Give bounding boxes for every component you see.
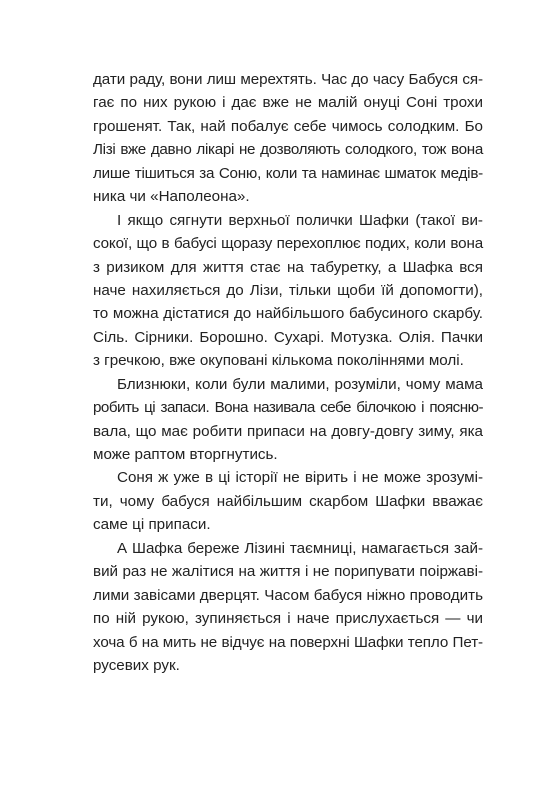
text-line: по ній рукою, зупиняється і наче прислухається — чи [93, 610, 483, 628]
text-line: гає по них рукою і дає вже не малій онуці Соні трохи [93, 94, 483, 112]
paragraph [93, 537, 483, 678]
text-line: то можна дістатися до найбільшого бабусиного скарбу. [93, 305, 483, 323]
text-line: лише тішиться за Соню, коли та наминає шматок медів- [93, 164, 483, 182]
text-line: Близнюки, коли були малими, розуміли, чому мама [117, 375, 483, 393]
body-text [93, 68, 483, 677]
text-line: вий раз не жалітися на життя і не порипувати поіржаві- [93, 563, 483, 581]
text-line: з ризиком для життя стає на табуретку, а Шафка вся [93, 258, 483, 276]
text-line: хоча б на мить не відчує на поверхні Шафки тепло Пет- [93, 633, 483, 651]
text-line: може раптом вторгнутись. [93, 446, 278, 463]
paragraph [93, 209, 483, 373]
text-line: русевих рук. [93, 656, 180, 674]
paragraph [93, 68, 483, 209]
text-line: наче нахиляється до Лізи, тільки щоби їй допомогти), [93, 281, 483, 299]
text-line: грошенят. Так, най побалує себе чимось солодким. Бо [93, 117, 483, 135]
text-line: Соня ж уже в ці історії не вірить і не може зрозумі- [117, 469, 483, 487]
text-line: ти, чому бабуся найбільшим скарбом Шафки вважає [93, 492, 483, 510]
text-line: дати раду, вони лиш мерехтять. Час до часу Бабуся ся- [93, 71, 483, 88]
paragraph [93, 373, 483, 467]
paragraph [93, 466, 483, 536]
text-line: сокої, що в бабусі щоразу перехоплює подих, коли вона [93, 235, 483, 253]
text-line: вала, що має робити припаси на довгу-довгу зиму, яка [93, 422, 483, 440]
text-line: лими завісами дверцят. Часом бабуся ніжно проводить [93, 586, 483, 604]
text-line: робить ці запаси. Вона називала себе білочкою і поясню- [93, 399, 483, 417]
text-line: А Шафка береже Лізині таємниці, намагається зай- [117, 539, 483, 557]
text-line: саме ці припаси. [93, 516, 211, 534]
text-line: Лізі вже давно лікарі не дозволяють солодкого, тож вона [93, 141, 483, 159]
text-line: Сіль. Сірники. Борошно. Сухарі. Мотузка. Олія. Пачки [93, 328, 483, 346]
text-line: І якщо сягнути верхньої полички Шафки (такої ви- [117, 211, 483, 229]
text-line: ника чи «Наполеона». [93, 188, 250, 206]
text-line: з гречкою, вже окуповані кількома поколіннями молі. [93, 352, 464, 370]
